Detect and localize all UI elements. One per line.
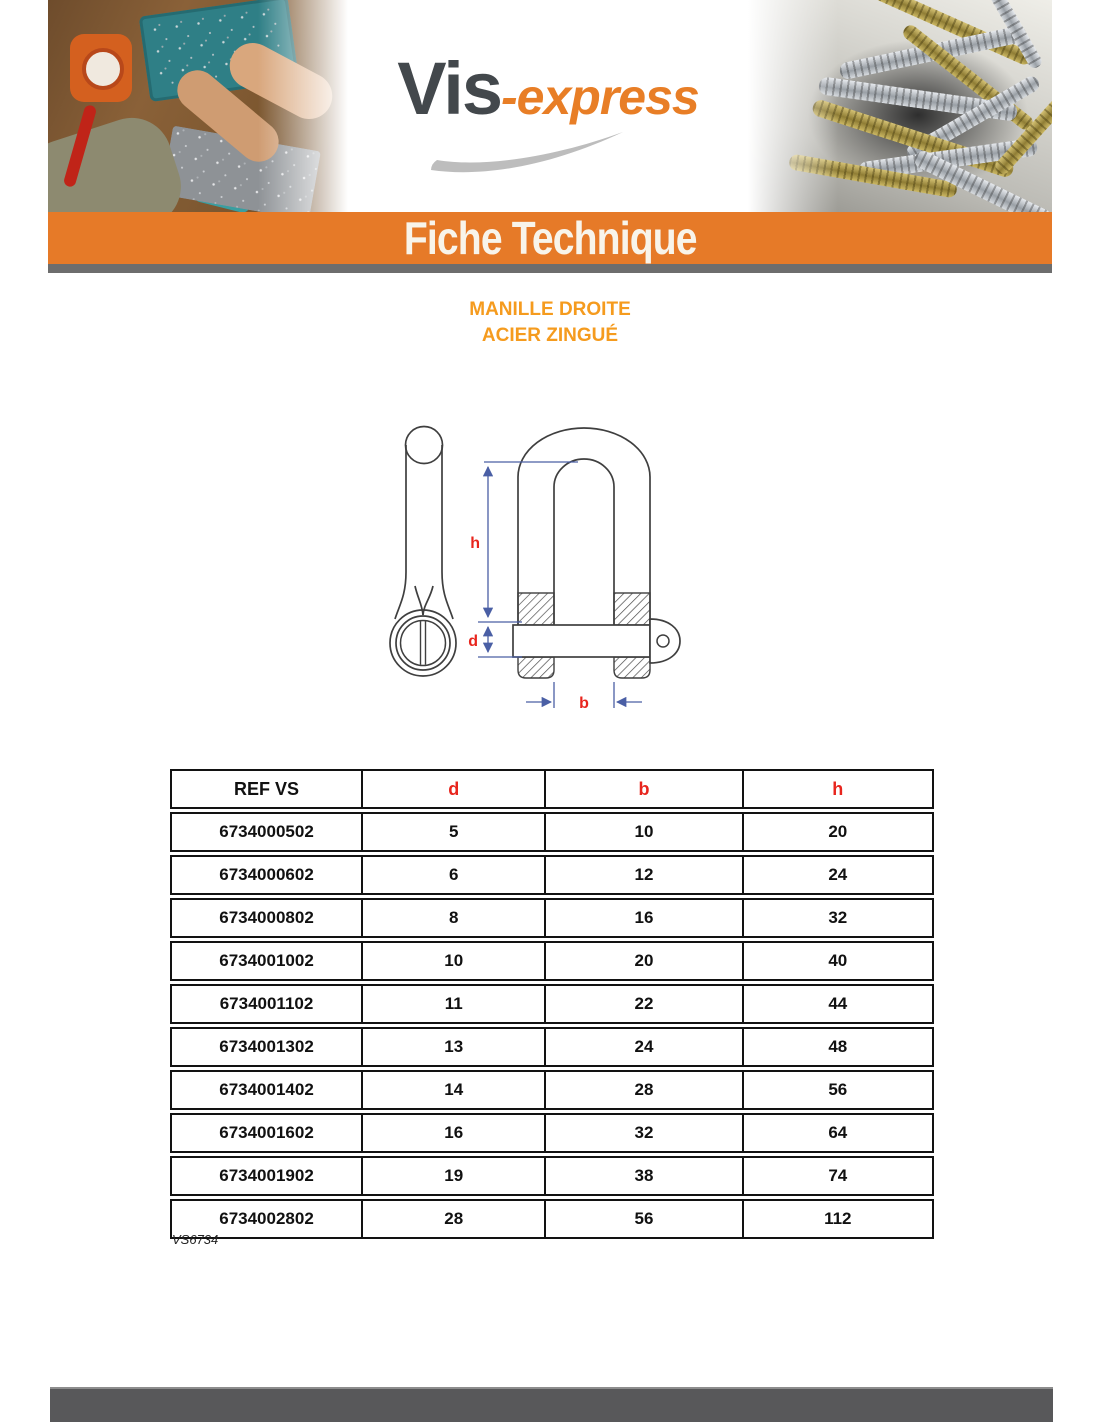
logo-text-express: -express [501, 69, 699, 125]
banner-title: Fiche Technique [403, 212, 697, 264]
tape-measure-reel [82, 48, 124, 90]
cell-h: 64 [744, 1113, 934, 1153]
shackle-front-view [513, 428, 680, 678]
cell-d: 6 [363, 855, 546, 895]
cell-b: 16 [546, 898, 743, 938]
cell-h: 74 [744, 1156, 934, 1196]
dimensions-table [170, 766, 934, 1242]
product-title-line2: ACIER ZINGUÉ [481, 325, 619, 346]
table-header-row [170, 769, 934, 809]
col-header-b: b [546, 769, 743, 809]
cell-ref: 6734001002 [170, 941, 363, 981]
table-row [170, 1027, 934, 1067]
photo-fade [748, 0, 838, 212]
cell-ref: 6734001102 [170, 984, 363, 1024]
cell-d: 28 [363, 1199, 546, 1239]
cell-ref: 6734001602 [170, 1113, 363, 1153]
workbench-photo [48, 0, 348, 212]
cell-d: 10 [363, 941, 546, 981]
cell-ref: 6734001902 [170, 1156, 363, 1196]
cell-d: 5 [363, 812, 546, 852]
photo-fade [258, 0, 348, 212]
cell-d: 16 [363, 1113, 546, 1153]
logo-area [348, 0, 748, 212]
cell-h: 24 [744, 855, 934, 895]
col-header-h: h [744, 769, 934, 809]
cell-ref: 6734001302 [170, 1027, 363, 1067]
table-row [170, 812, 934, 852]
cell-h: 32 [744, 898, 934, 938]
cell-b: 38 [546, 1156, 743, 1196]
table-row [170, 1199, 934, 1239]
cell-b: 20 [546, 941, 743, 981]
fiche-technique-banner [48, 212, 1052, 264]
cell-d: 13 [363, 1027, 546, 1067]
cell-h: 112 [744, 1199, 934, 1239]
logo-text-vis: Vis [397, 47, 502, 130]
dim-label-b: b [579, 695, 589, 712]
dim-label-d: d [468, 633, 478, 650]
product-title-line1: MANILLE DROITE [469, 299, 631, 320]
cell-b: 24 [546, 1027, 743, 1067]
cell-b: 12 [546, 855, 743, 895]
banner-underline [48, 264, 1052, 273]
table-row [170, 898, 934, 938]
cell-b: 22 [546, 984, 743, 1024]
reference-footnote: VS6734 [172, 1232, 219, 1247]
dim-label-h: h [470, 535, 480, 552]
cell-ref: 6734000602 [170, 855, 363, 895]
shackle-side-view [390, 427, 456, 677]
cell-d: 11 [363, 984, 546, 1024]
cell-b: 10 [546, 812, 743, 852]
shackle-technical-drawing [350, 400, 750, 730]
col-header-d: d [363, 769, 546, 809]
table-row [170, 1070, 934, 1110]
table-row [170, 941, 934, 981]
table-row [170, 855, 934, 895]
cell-h: 40 [744, 941, 934, 981]
table-row [170, 984, 934, 1024]
cell-ref: 6734002802 [170, 1199, 363, 1239]
table-row [170, 1156, 934, 1196]
footer-bar [50, 1387, 1053, 1422]
cell-d: 14 [363, 1070, 546, 1110]
header-banner [48, 0, 1052, 212]
logo-swoosh-graphic [423, 126, 633, 174]
cell-d: 19 [363, 1156, 546, 1196]
cell-ref: 6734001402 [170, 1070, 363, 1110]
cell-b: 56 [546, 1199, 743, 1239]
cell-h: 44 [744, 984, 934, 1024]
cell-d: 8 [363, 898, 546, 938]
cell-b: 32 [546, 1113, 743, 1153]
cell-h: 48 [744, 1027, 934, 1067]
product-title [0, 297, 1100, 349]
cell-ref: 6734000502 [170, 812, 363, 852]
table-row [170, 1113, 934, 1153]
cell-h: 56 [744, 1070, 934, 1110]
cell-b: 28 [546, 1070, 743, 1110]
screws-photo [748, 0, 1052, 212]
cell-h: 20 [744, 812, 934, 852]
vis-express-logo [348, 46, 748, 131]
col-header-ref: REF VS [170, 769, 363, 809]
cell-ref: 6734000802 [170, 898, 363, 938]
